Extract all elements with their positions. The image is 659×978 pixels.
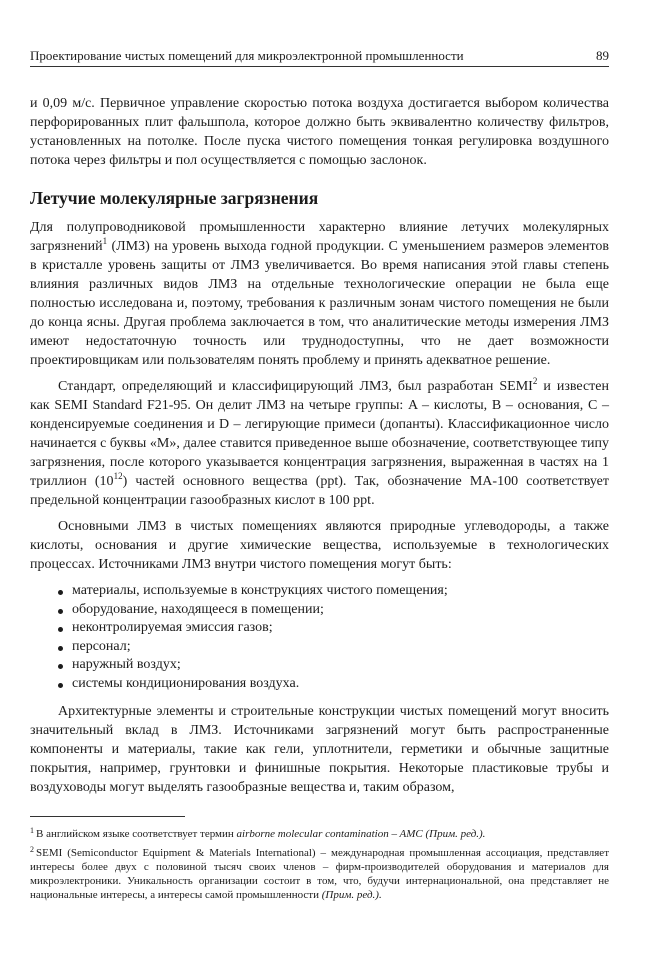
header-rule: [30, 66, 609, 67]
footnotes: [30, 827, 609, 907]
paragraph-2-text-a: Стандарт, определяющий и классифицирующий ЛМЗ, был разработан SEMI: [58, 379, 533, 394]
exponent-12: 12: [113, 471, 123, 481]
paragraph-2: [30, 377, 609, 510]
footnote-ref-1: 1: [102, 236, 108, 246]
footnote-text: SEMI (Semiconductor Equipment & Materials International) – международная промышленная ассоциация, представляет интересы более двух с половиной тысяч своих членов – фирм-производителей оборудования и материалов для микроэлектроники. Уникальность организации состоит в том, что, будучи интернациональной, она представляет не национальные интересы, а интересы самой промышленности: [30, 847, 609, 901]
running-header-title: Проектирование чистых помещений для микроэлектронной промышленности: [30, 48, 464, 63]
list-item: оборудование, находящееся в помещении;: [58, 601, 609, 620]
main-text: [30, 94, 609, 797]
list-item: системы кондиционирования воздуха.: [58, 675, 609, 694]
page-number: 89: [596, 48, 609, 63]
footnote-2: [30, 846, 609, 902]
footnote-1: [30, 827, 609, 841]
paragraph-3: Основными ЛМЗ в чистых помещениях являются природные углеводороды, а также кислоты, основания и другие химические вещества, используемые в технологических процессах. Источниками ЛМЗ внутри чистого помещения могут быть:: [30, 519, 609, 572]
list-item: персонал;: [58, 638, 609, 657]
paragraph-2-text-b: и известен как SEMI Standard F21-95. Он делит ЛМЗ на четыре группы: A – кислоты, B – основания, C – конденсируемые соединения и D – легирующие примеси (допанты). Классификационное число начинается с буквы «М», далее ставится приведенное выше обозначение, соответствующее типу загрязнения, после которого указывается концентрация загрязнения, выраженная в частях на 1 триллион (10: [30, 379, 609, 489]
footnote-number: 2: [30, 845, 34, 854]
footnote-italic-text: airborne molecular contamination – AMC (Прим. ред.).: [236, 828, 486, 840]
footnote-ref-2: 2: [532, 376, 538, 386]
list-item: неконтролируемая эмиссия газов;: [58, 619, 609, 638]
running-header: [30, 48, 609, 64]
footnote-text: В английском языке соответствует термин: [36, 828, 237, 840]
list-item: материалы, используемые в конструкциях чистого помещения;: [58, 582, 609, 601]
footnote-number: 1: [30, 826, 34, 835]
paragraph-4: Архитектурные элементы и строительные конструкции чистых помещений могут вносить значительный вклад в ЛМЗ. Источниками загрязнений могут быть распространенные компоненты и материалы, такие как гели, уплотнители, герметики и обычные защитные покрытия, например, грунтовки и финишные покрытия. Некоторые пластиковые трубы и воздуховоды могут выделять газообразные вещества и, таким образом,: [30, 704, 609, 795]
list-item: наружный воздух;: [58, 656, 609, 675]
section-heading: Летучие молекулярные загрязнения: [30, 188, 319, 208]
footnote-rule: [30, 816, 185, 817]
paragraph-2-text-c: ) частей основного вещества (ppt). Так, обозначение MA-100 соответствует предельной концентрации газообразных кислот в 100 ppt.: [30, 474, 610, 508]
paragraph-1: [30, 218, 609, 370]
sources-list: [30, 582, 609, 693]
paragraph-1-text-b: (ЛМЗ) на уровень выхода годной продукции. С уменьшением размеров элементов в кристалле уровень защиты от ЛМЗ увеличивается. Во время написания этой главы степень влияния различных видов ЛМЗ на отдельные технологические операции не была еще полностью исследована и, поэтому, требования к различным зонам чистого помещения не были до конца ясны. Другая проблема заключается в том, что аналитические методы измерения ЛМЗ имеют недостаточную точность или труднодоступны, что не дает возможности проектировщикам или пользователям понять проблему и принять адекватное решение.: [30, 239, 609, 368]
intro-paragraph: и 0,09 м/с. Первичное управление скоростью потока воздуха достигается выбором количества перфорированных плит фальшпола, которое должно быть эквивалентно количеству фильтров, установленных на потолке. После пуска чистого помещения тонкая регулировка воздушного потока через фильтры и пол осуществляется с помощью заслонок.: [30, 96, 609, 168]
footnote-italic-text: (Прим. ред.).: [321, 889, 382, 901]
paragraph-1-text-a: Для полупроводниковой промышленности характерно влияние летучих молекулярных загрязнений: [30, 220, 609, 254]
